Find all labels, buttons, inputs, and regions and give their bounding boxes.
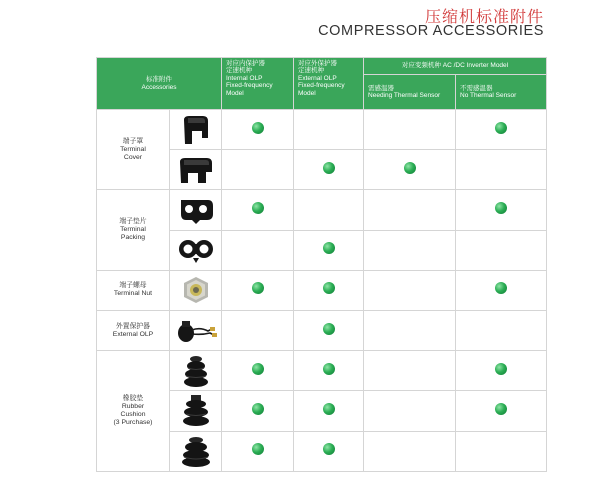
dot-cell [294, 110, 364, 150]
available-dot-icon [323, 282, 335, 294]
available-dot-icon [323, 242, 335, 254]
dot-cell [222, 431, 294, 471]
available-dot-icon [495, 122, 507, 134]
dot-cell [456, 310, 547, 350]
table-row [97, 351, 547, 391]
available-dot-icon [252, 403, 264, 415]
dot-cell [294, 351, 364, 391]
group-rubber-cushion: 橡胶垫 Rubber Cushion (3 Purchase) [97, 351, 170, 472]
available-dot-icon [323, 443, 335, 455]
dot-cell [222, 230, 294, 270]
dot-cell [294, 431, 364, 471]
dot-cell [222, 351, 294, 391]
header-needing-sensor: 需感温器 Needing Thermal Sensor [364, 75, 456, 110]
dot-cell [364, 110, 456, 150]
available-dot-icon [323, 323, 335, 335]
available-dot-icon [495, 363, 507, 375]
dot-cell [364, 230, 456, 270]
dot-cell [222, 310, 294, 350]
terminal-nut-icon [170, 270, 222, 310]
dot-cell [364, 391, 456, 431]
dot-cell [294, 270, 364, 310]
external-olp-icon [170, 310, 222, 350]
rubber-cushion-icon [170, 391, 222, 431]
dot-cell [456, 230, 547, 270]
available-dot-icon [495, 403, 507, 415]
dot-cell [456, 431, 547, 471]
dot-cell [364, 351, 456, 391]
available-dot-icon [252, 282, 264, 294]
dot-cell [294, 391, 364, 431]
header-inverter-model: 对应变频机种 AC /DC Inverter Model [364, 58, 547, 75]
available-dot-icon [252, 122, 264, 134]
header-external-olp: 对应外保护器 定速机种 External OLP Fixed-frequency Model [294, 58, 364, 110]
dot-cell [294, 150, 364, 190]
dot-cell [364, 310, 456, 350]
header-internal-olp: 对应内保护器 定速机种 Internal OLP Fixed-frequency Model [222, 58, 294, 110]
available-dot-icon [404, 162, 416, 174]
group-terminal-cover: 端子罩 Terminal Cover [97, 110, 170, 190]
dot-cell [222, 110, 294, 150]
header-no-sensor: 不需感温器 No Thermal Sensor [456, 75, 547, 110]
terminal-packing-icon [170, 190, 222, 230]
dot-cell [456, 150, 547, 190]
terminal-cover-icon [170, 150, 222, 190]
accessories-table [96, 57, 547, 472]
dot-cell [222, 150, 294, 190]
dot-cell [456, 190, 547, 230]
table-row [97, 190, 547, 230]
dot-cell [294, 310, 364, 350]
dot-cell [364, 270, 456, 310]
dot-cell [456, 391, 547, 431]
available-dot-icon [323, 162, 335, 174]
available-dot-icon [495, 202, 507, 214]
table-row [97, 110, 547, 150]
rubber-cushion-icon [170, 351, 222, 391]
title-english: COMPRESSOR ACCESSORIES [318, 23, 544, 39]
dot-cell [294, 230, 364, 270]
table-row [97, 270, 547, 310]
dot-cell [364, 431, 456, 471]
table-row [97, 310, 547, 350]
dot-cell [222, 190, 294, 230]
dot-cell [222, 270, 294, 310]
dot-cell [456, 270, 547, 310]
group-terminal-nut: 端子螺母 Terminal Nut [97, 270, 170, 310]
available-dot-icon [252, 363, 264, 375]
available-dot-icon [323, 403, 335, 415]
header-accessories: 标准附件 Accessories [97, 58, 222, 110]
dot-cell [364, 150, 456, 190]
available-dot-icon [323, 363, 335, 375]
terminal-cover-icon [170, 110, 222, 150]
dot-cell [456, 351, 547, 391]
terminal-packing-icon [170, 230, 222, 270]
dot-cell [456, 110, 547, 150]
group-external-olp: 外置保护器 External OLP [97, 310, 170, 350]
dot-cell [222, 391, 294, 431]
dot-cell [294, 190, 364, 230]
group-terminal-packing: 端子垫片 Terminal Packing [97, 190, 170, 270]
title-chinese: 压缩机标准附件 [424, 9, 544, 26]
dot-cell [364, 190, 456, 230]
available-dot-icon [252, 443, 264, 455]
rubber-cushion-icon [170, 431, 222, 471]
available-dot-icon [252, 202, 264, 214]
available-dot-icon [495, 282, 507, 294]
